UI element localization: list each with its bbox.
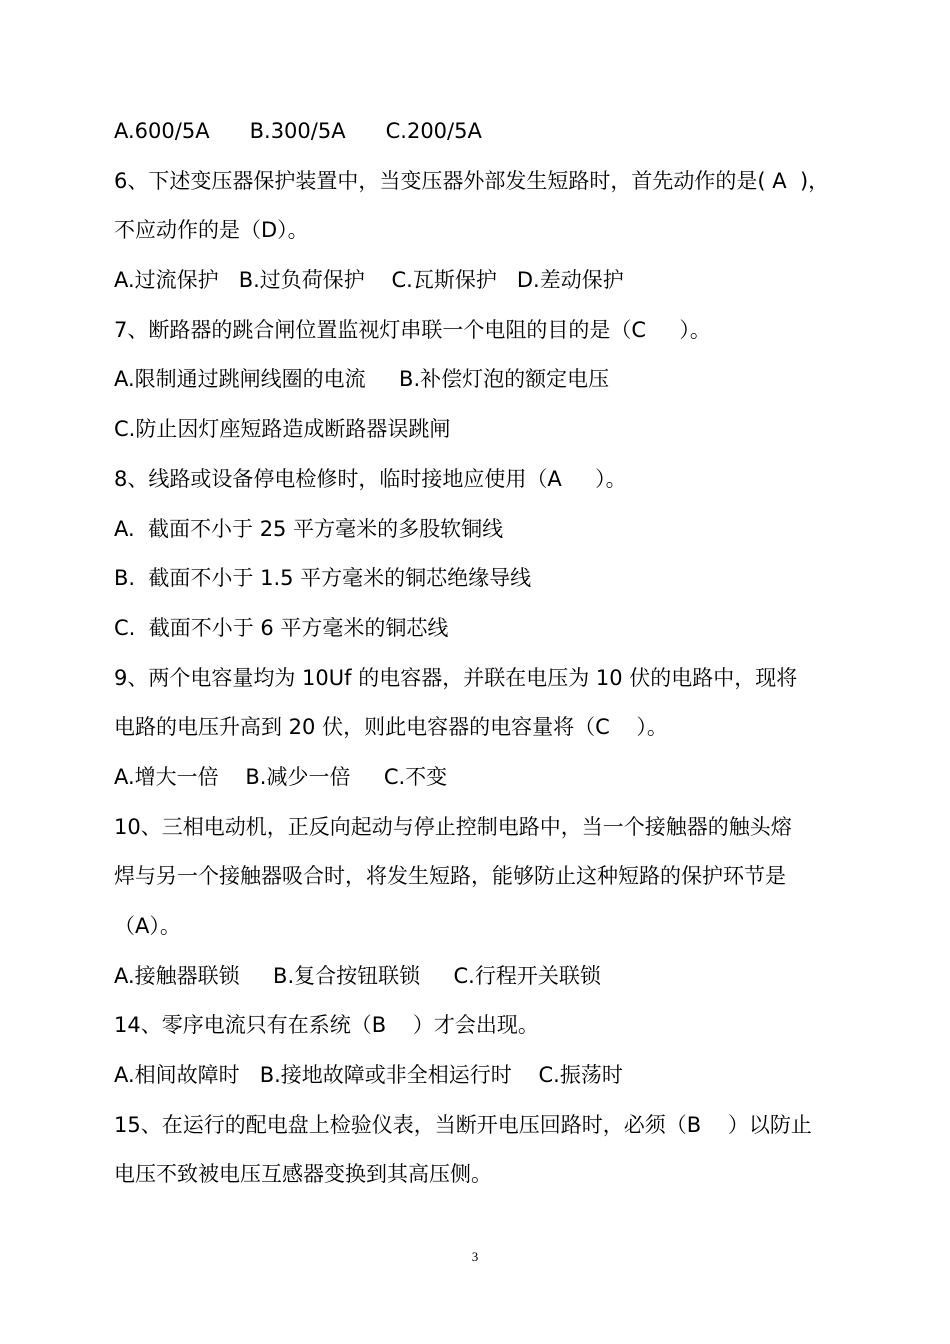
text-line: A.接触器联锁 B.复合按钮联锁 C.行程开关联锁 bbox=[114, 963, 601, 988]
text-line: A. 截面不小于 25 平方毫米的多股软铜线 bbox=[114, 516, 504, 541]
text-line: 9、两个电容量均为 10Uf 的电容器，并联在电压为 10 伏的电路中，现将 bbox=[114, 665, 798, 690]
text-line: 6、下述变压器保护装置中，当变压器外部发生短路时，首先动作的是( A )， bbox=[114, 168, 830, 193]
text-line: C.防止因灯座短路造成断路器误跳闸 bbox=[114, 417, 451, 442]
text-line: 电压不致被电压互感器变换到其高压侧。 bbox=[114, 1162, 492, 1187]
text-line: B. 截面不小于 1.5 平方毫米的铜芯绝缘导线 bbox=[114, 566, 532, 591]
text-line: 10、三相电动机，正反向起动与停止控制电路中，当一个接触器的触头熔 bbox=[114, 814, 792, 839]
text-line: 焊与另一个接触器吸合时，将发生短路，能够防止这种短路的保护环节是 bbox=[114, 864, 786, 889]
text-line: A.限制通过跳闸线圈的电流 B.补偿灯泡的额定电压 bbox=[114, 367, 610, 392]
text-line: A.600/5A B.300/5A C.200/5A bbox=[114, 119, 482, 143]
text-line: 8、线路或设备停电检修时，临时接地应使用（A ）。 bbox=[114, 466, 627, 491]
text-line: （A）。 bbox=[114, 914, 181, 938]
text-line: 15、在运行的配电盘上检验仪表，当断开电压回路时，必须（B ）以防止 bbox=[114, 1112, 812, 1137]
text-line: 7、断路器的跳合闸位置监视灯串联一个电阻的目的是（C ）。 bbox=[114, 317, 711, 342]
text-line: C. 截面不小于 6 平方毫米的铜芯线 bbox=[114, 615, 449, 640]
text-line: A.增大一倍 B.减少一倍 C.不变 bbox=[114, 764, 448, 789]
text-line: A.过流保护 B.过负荷保护 C.瓦斯保护 D.差动保护 bbox=[114, 268, 624, 293]
text-line: 14、零序电流只有在系统（B ）才会出现。 bbox=[114, 1013, 539, 1038]
text-line: A.相间故障时 B.接地故障或非全相运行时 C.振荡时 bbox=[114, 1063, 623, 1088]
text-line: 不应动作的是（D）。 bbox=[114, 218, 309, 243]
page-number: 3 bbox=[471, 1249, 479, 1264]
text-line: 电路的电压升高到 20 伏，则此电容器的电容量将（C ）。 bbox=[114, 715, 668, 740]
document-body bbox=[114, 107, 844, 1200]
